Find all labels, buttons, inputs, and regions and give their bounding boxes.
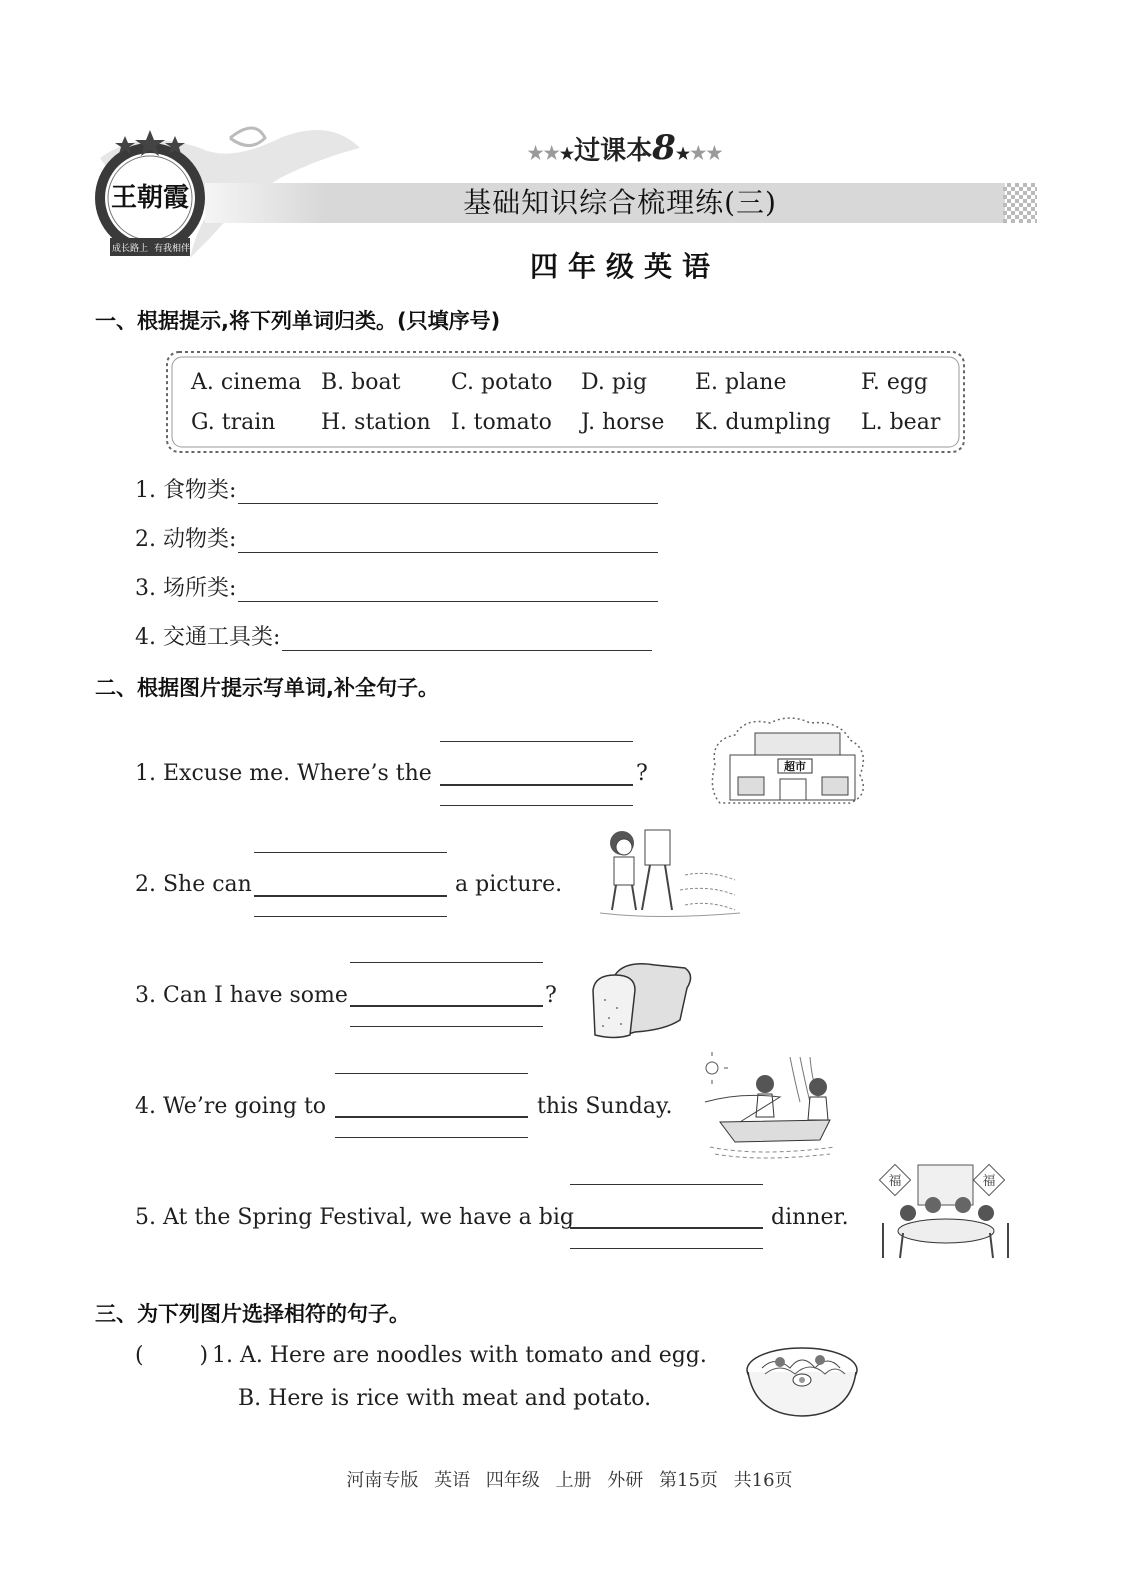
writing-line-top: [570, 1184, 763, 1185]
word-option: G. train: [191, 410, 276, 435]
writing-line-top: [335, 1073, 528, 1074]
section2-heading: 二、根据图片提示写单词,补全句子。: [95, 676, 439, 700]
page-title: 基础知识综合梳理练(三): [463, 186, 777, 219]
writing-line-bottom: [254, 916, 447, 917]
option-b: B. Here is rice with meat and potato.: [238, 1386, 652, 1411]
writing-line-base[interactable]: [254, 895, 447, 897]
word-option: K. dumpling: [695, 410, 831, 435]
section3-heading: 三、为下列图片选择相符的句子。: [95, 1302, 410, 1326]
question-text: 2. She can: [135, 872, 252, 897]
question-text-end: this Sunday.: [537, 1094, 673, 1119]
word-option: A. cinema: [191, 370, 302, 395]
category-label: 3. 场所类:: [135, 576, 237, 601]
word-option: E. plane: [695, 370, 787, 395]
writing-line-bottom: [335, 1137, 528, 1138]
series-name: 过课本: [574, 136, 653, 166]
logo-name: 王朝霞: [110, 183, 190, 213]
writing-line-bottom: [440, 805, 633, 806]
option-a: 1. A. Here are noodles with tomato and egg.: [212, 1343, 707, 1368]
word-option: B. boat: [321, 370, 401, 395]
category-row: [135, 571, 658, 602]
category-row: [135, 620, 652, 651]
answer-line[interactable]: [238, 579, 658, 602]
writing-line-base[interactable]: [440, 784, 633, 786]
question-text: 5. At the Spring Festival, we have a big: [135, 1205, 574, 1230]
page-footer: 河南专版 英语 四年级 上册 外研 第15页 共16页: [346, 1470, 793, 1491]
word-box: [163, 348, 968, 456]
writing-line-base[interactable]: [350, 1005, 543, 1007]
question-text-end: ?: [636, 761, 648, 786]
writing-line-top: [440, 741, 633, 742]
fu-character: 福: [888, 1174, 902, 1189]
page-subtitle: 四年级英语: [529, 250, 720, 283]
writing-line-top: [350, 962, 543, 963]
question-text: 3. Can I have some: [135, 983, 348, 1008]
supermarket-sign: 超市: [784, 760, 806, 773]
series-number: 8: [652, 128, 676, 168]
noodle-bowl-picture: [740, 1340, 865, 1420]
word-option: I. tomato: [451, 410, 552, 435]
word-option: H. station: [321, 410, 431, 435]
word-option: C. potato: [451, 370, 553, 395]
girl-drawing-picture: [600, 825, 740, 920]
word-box-border: [163, 348, 968, 456]
star-icon: ★★: [690, 143, 723, 164]
category-row: [135, 473, 658, 504]
title-bar-pattern: [1003, 183, 1037, 223]
answer-bracket[interactable]: ( ): [135, 1343, 209, 1368]
word-option: L. bear: [861, 410, 941, 435]
question-text: 1. Excuse me. Where’s the: [135, 761, 432, 786]
family-dinner-picture: [878, 1163, 1013, 1261]
star-icon: ★: [559, 144, 575, 163]
star-icon: ★: [675, 144, 691, 163]
question-text-end: a picture.: [455, 872, 563, 897]
word-option: F. egg: [861, 370, 929, 395]
writing-line-base[interactable]: [335, 1116, 528, 1118]
writing-line-bottom: [570, 1248, 763, 1249]
logo-slogan-right: 有我相伴: [153, 244, 191, 254]
writing-line-bottom: [350, 1026, 543, 1027]
boating-picture: [700, 1052, 840, 1160]
writing-line-base[interactable]: [570, 1227, 763, 1229]
section1-heading: 一、根据提示,将下列单词归类。(只填序号): [95, 309, 501, 333]
series-label: [505, 128, 745, 168]
category-row: [135, 522, 658, 553]
star-icon: ★★: [527, 143, 560, 164]
bread-picture: [585, 960, 695, 1040]
question-text-end: ?: [545, 983, 557, 1008]
word-option: D. pig: [581, 370, 648, 395]
question-text-end: dinner.: [771, 1205, 849, 1230]
answer-line[interactable]: [238, 481, 658, 504]
supermarket-picture: [710, 715, 870, 810]
question-text: 4. We’re going to: [135, 1094, 327, 1119]
category-label: 4. 交通工具类:: [135, 625, 281, 650]
category-label: 1. 食物类:: [135, 478, 237, 503]
answer-line[interactable]: [282, 628, 652, 651]
word-option: J. horse: [581, 410, 665, 435]
answer-line[interactable]: [238, 530, 658, 553]
fu-character: 福: [982, 1174, 996, 1189]
category-label: 2. 动物类:: [135, 527, 237, 552]
writing-line-top: [254, 852, 447, 853]
logo-slogan-left: 成长路上: [111, 244, 149, 254]
